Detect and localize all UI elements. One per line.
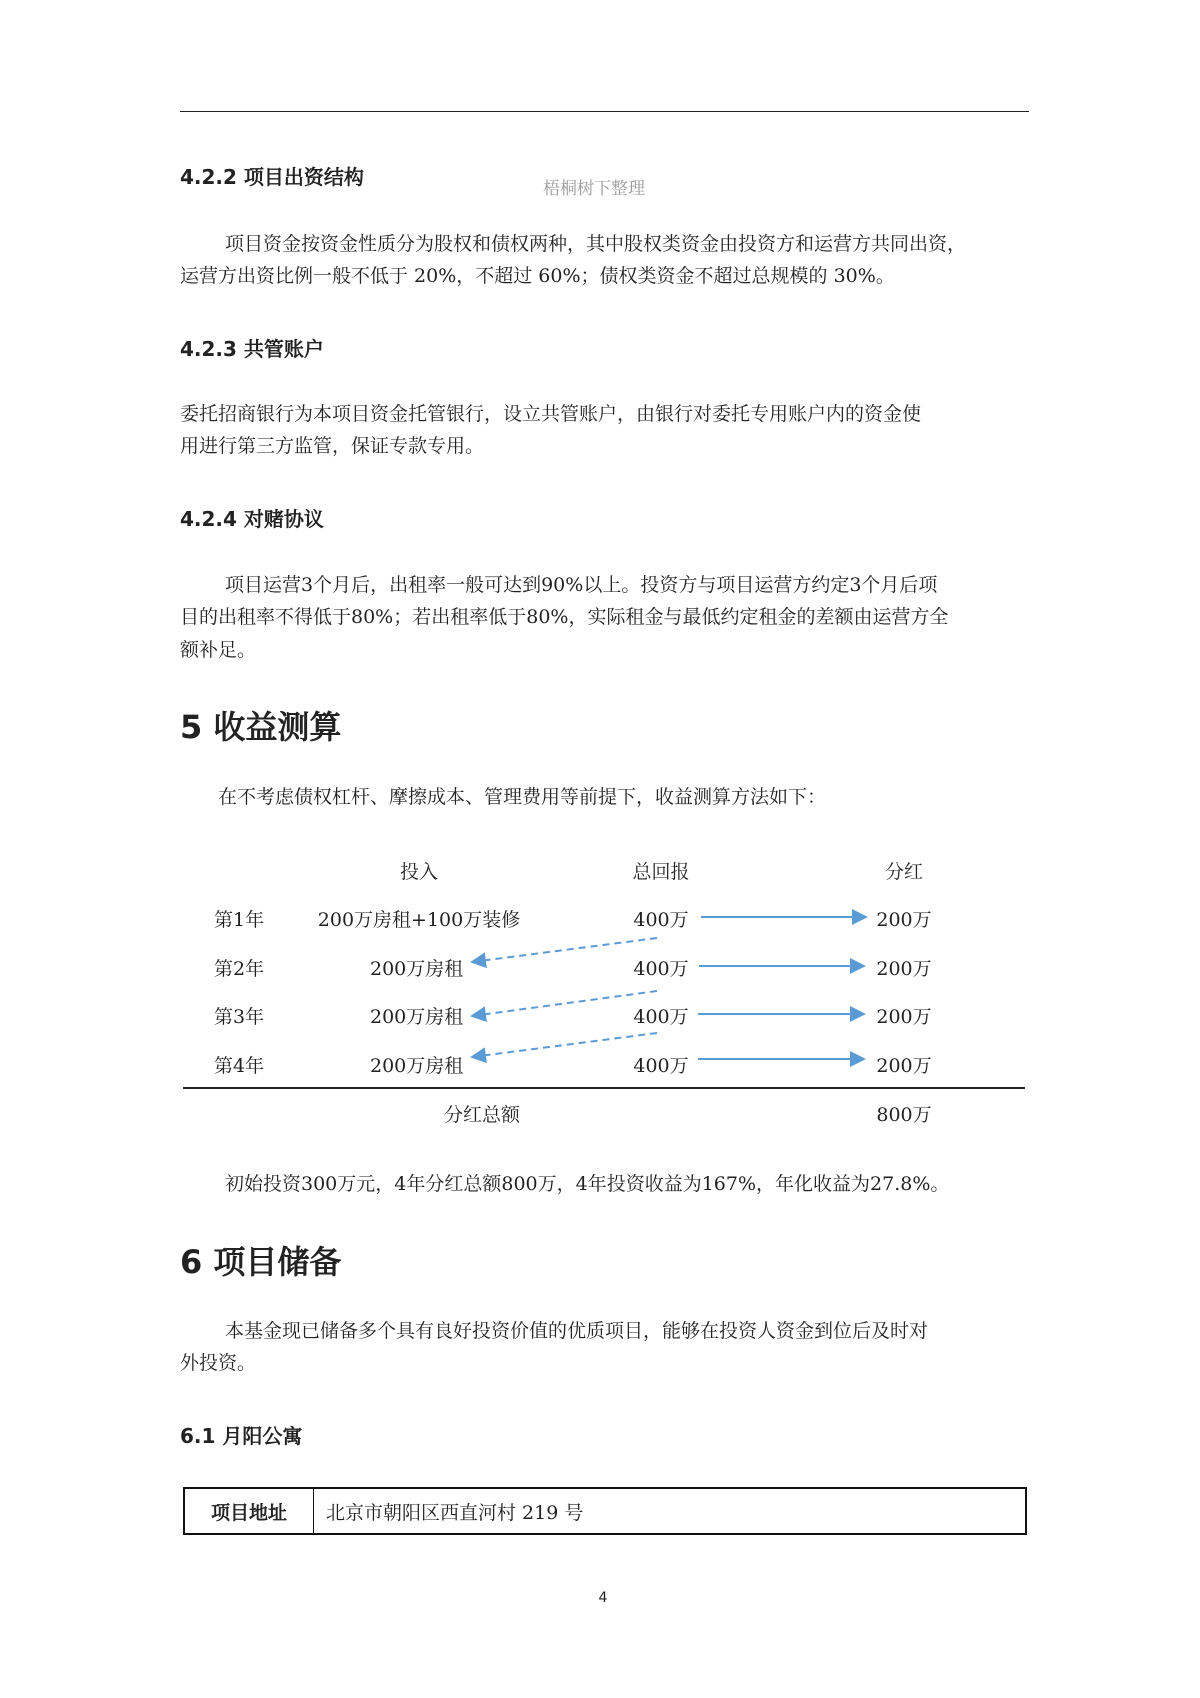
dashed-arrow [472,991,657,1016]
intro-text: 在不考虑债权杠杆、摩擦成本、管理费用等前提下，收益测算方法如下： [218,786,827,808]
watermark: 梧桐树下整理 [543,179,645,199]
total-label: 分红总额 [443,1104,521,1126]
paragraph-line: 外投资。 [180,1352,257,1374]
heading-4-2-2: 4.2.2 项目出资结构 [180,165,364,189]
row-year: 第4年 [214,1055,265,1077]
field-value-address: 北京市朝阳区西直河村 219 号 [326,1501,584,1524]
paragraph-line: 用进行第三方监管，保证专款专用。 [180,435,485,457]
col-header-dividend: 分红 [884,861,924,883]
paragraph-line: 运营方出资比例一般不低于 20%，不超过 60%；债权类资金不超过总规模的 30%。 [180,265,895,287]
paragraph-line: 项目资金按资金性质分为股权和债权两种，其中股权类资金由投资方和运营方共同出资， [225,233,967,255]
heading-4-2-4: 4.2.4 对赌协议 [180,507,324,531]
row-year: 第3年 [214,1006,265,1028]
row-dividend: 200万 [876,1006,932,1028]
table-total-rule [183,1087,1025,1089]
col-header-invest: 投入 [399,861,439,883]
row-year: 第2年 [214,958,265,980]
row-dividend: 200万 [876,909,932,931]
row-dividend: 200万 [876,958,932,980]
paragraph-line: 项目运营3个月后，出租率一般可达到90%以上。投资方与项目运营方约定3个月后项 [225,574,938,596]
paragraph-line: 额补足。 [180,639,257,661]
row-return: 400万 [633,909,689,931]
dashed-arrow [472,938,657,962]
row-return: 400万 [633,1055,689,1077]
row-invest: 200万房租+100万装修 [317,909,521,931]
summary-text: 初始投资300万元，4年分红总额800万，4年投资收益为167%，年化收益为27.8%。 [225,1173,950,1195]
row-year: 第1年 [214,909,265,931]
paragraph-line: 目的出租率不得低于80%；若出租率低于80%，实际租金与最低约定租金的差额由运营方全 [180,606,949,628]
heading-5: 5 收益测算 [180,708,342,746]
page-number: 4 [598,1590,608,1606]
heading-6: 6 项目储备 [180,1243,342,1281]
field-label-address: 项目地址 [185,1489,314,1533]
dashed-arrow [472,1033,657,1057]
paragraph-line: 委托招商银行为本项目资金托管银行，设立共管账户，由银行对委托专用账户内的资金使 [180,403,922,425]
project-info-table [183,1487,1027,1535]
total-value: 800万 [876,1104,932,1126]
row-dividend: 200万 [876,1055,932,1077]
row-invest: 200万房租 [370,1006,464,1028]
col-header-return: 总回报 [632,861,690,883]
row-return: 400万 [633,1006,689,1028]
heading-6-1: 6.1 月阳公寓 [180,1424,303,1448]
heading-4-2-3: 4.2.3 共管账户 [180,337,324,361]
row-return: 400万 [633,958,689,980]
row-invest: 200万房租 [370,1055,464,1077]
row-invest: 200万房租 [370,958,464,980]
paragraph-line: 本基金现已储备多个具有良好投资价值的优质项目，能够在投资人资金到位后及时对 [225,1320,929,1342]
